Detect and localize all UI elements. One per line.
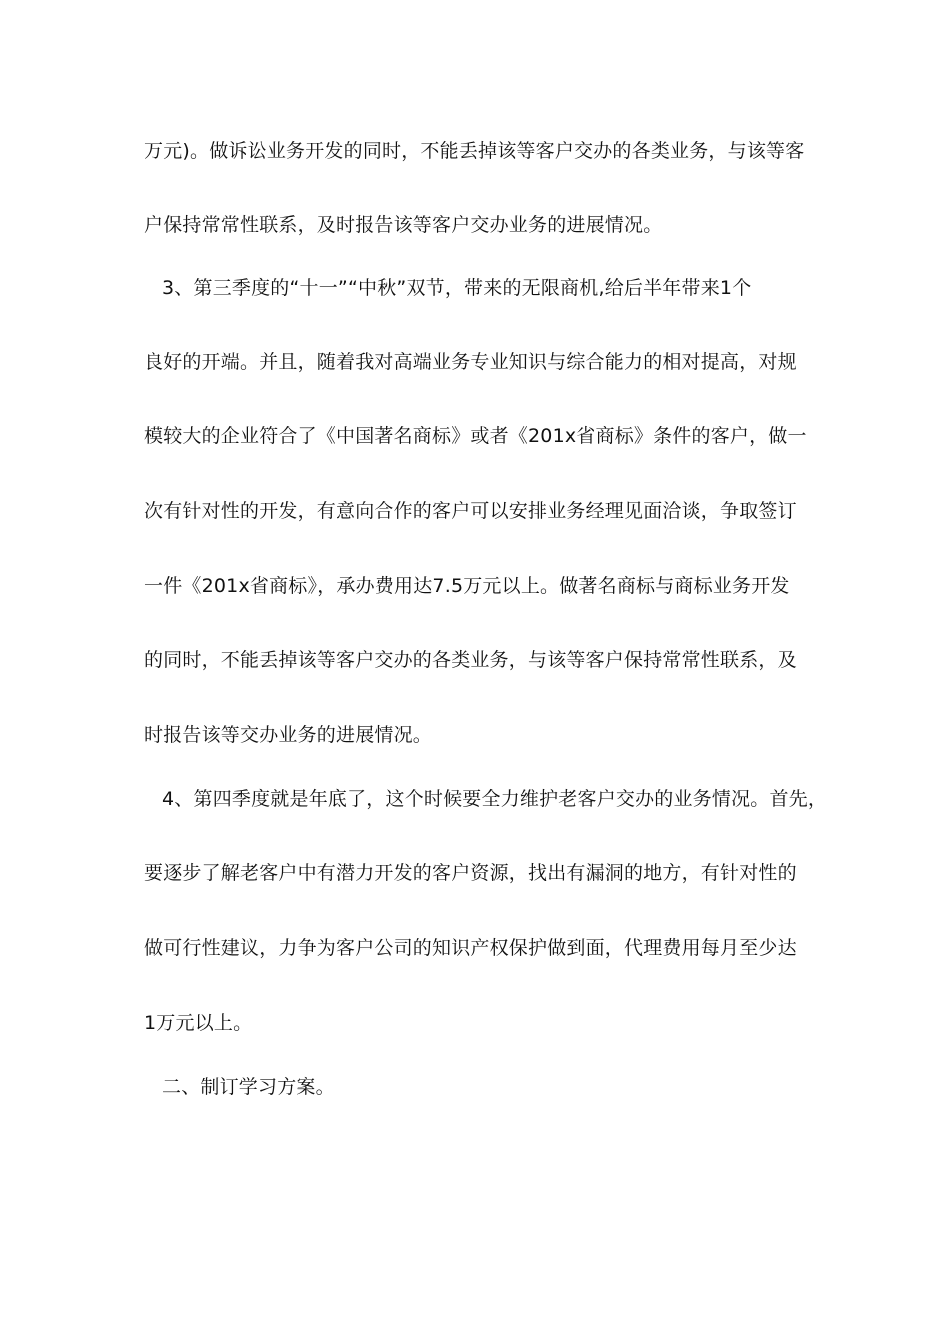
paragraph-q3-start: 3、第三季度的“十一”“中秋”双节，带来的无限商机,给后半年带来1个 [162, 277, 752, 299]
text-line: 一件《201x省商标》，承办费用达7.5万元以上。做著名商标与商标业务开发 [144, 575, 790, 597]
text-line: 做可行性建议，力争为客户公司的知识产权保护做到面，代理费用每月至少达 [144, 937, 797, 959]
text-line: 良好的开端。并且，随着我对高端业务专业知识与综合能力的相对提高，对规 [144, 351, 797, 373]
text-line: 模较大的企业符合了《中国著名商标》或者《201x省商标》条件的客户，做一 [144, 425, 807, 447]
text-line: 万元)。做诉讼业务开发的同时，不能丢掉该等客户交办的各类业务，与该等客 [144, 140, 805, 162]
text-line: 要逐步了解老客户中有潜力开发的客户资源，找出有漏洞的地方，有针对性的 [144, 862, 797, 884]
text-line: 的同时，不能丢掉该等客户交办的各类业务，与该等客户保持常常性联系，及 [144, 649, 797, 671]
text-line: 户保持常常性联系，及时报告该等客户交办业务的进展情况。 [144, 214, 663, 236]
text-line: 次有针对性的开发，有意向合作的客户可以安排业务经理见面洽谈，争取签订 [144, 500, 797, 522]
text-line: 时报告该等交办业务的进展情况。 [144, 724, 433, 746]
paragraph-q4-start: 4、第四季度就是年底了，这个时候要全力维护老客户交办的业务情况。首先， [162, 788, 828, 810]
text-line: 1万元以上。 [144, 1012, 253, 1034]
section-heading: 二、制订学习方案。 [162, 1076, 335, 1098]
